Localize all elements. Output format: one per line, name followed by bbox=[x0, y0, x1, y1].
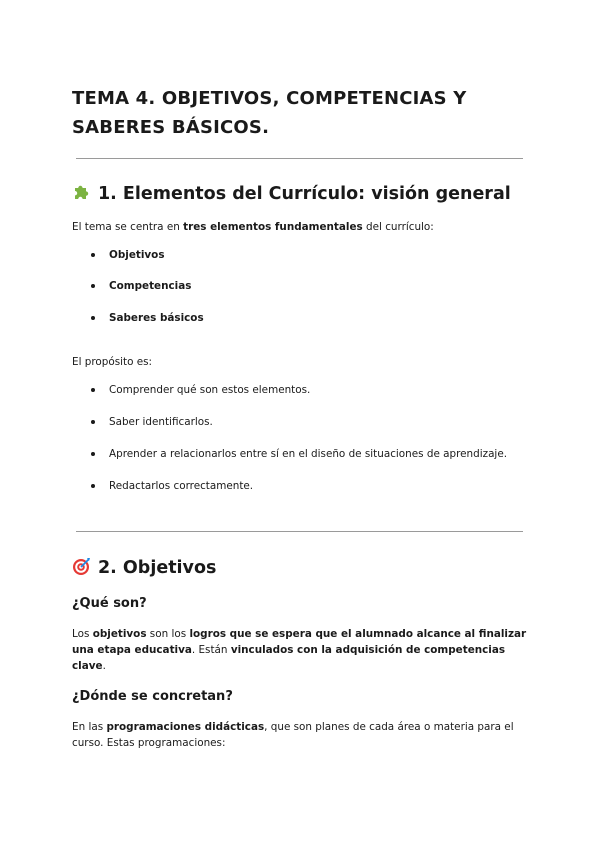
section-1-heading bbox=[72, 182, 511, 206]
bold-text: objetivos bbox=[92, 628, 147, 640]
target-icon bbox=[72, 556, 92, 576]
bullet bbox=[91, 253, 95, 257]
objetivos-definition bbox=[72, 626, 528, 674]
bullet bbox=[91, 388, 95, 392]
bullet bbox=[91, 284, 95, 288]
text: . bbox=[102, 660, 106, 672]
list-item bbox=[109, 310, 204, 326]
element-objetivos: Objetivos bbox=[109, 249, 165, 261]
element-saberes: Saberes básicos bbox=[109, 312, 204, 324]
intro-bold: tres elementos fundamentales bbox=[183, 221, 363, 233]
text: En las bbox=[72, 721, 107, 733]
text: Los bbox=[72, 628, 93, 640]
purpose-text: Comprender qué son estos elementos. bbox=[109, 384, 311, 396]
list-item bbox=[109, 247, 165, 263]
list-item bbox=[109, 382, 310, 398]
bullet bbox=[91, 484, 95, 488]
intro-text-1: El tema se centra en bbox=[72, 221, 184, 233]
section-2-heading bbox=[72, 556, 216, 580]
list-item bbox=[109, 446, 507, 462]
divider bbox=[76, 531, 523, 532]
puzzle-icon bbox=[72, 182, 92, 202]
bold-text: logros que se espera que el alumnado alcance al finalizar una etapa educativa bbox=[72, 628, 527, 656]
divider bbox=[76, 158, 523, 159]
programaciones-paragraph bbox=[72, 719, 528, 751]
page-title: TEMA 4. OBJETIVOS, COMPETENCIAS Y SABERES BÁSICOS. bbox=[72, 88, 467, 138]
question-donde: ¿Dónde se concretan? bbox=[72, 689, 233, 704]
bullet bbox=[91, 420, 95, 424]
bold-text: programaciones didácticas bbox=[106, 721, 265, 733]
section-1-intro bbox=[72, 219, 528, 235]
bold-text: vinculados con la adquisición de competencias clave bbox=[72, 644, 506, 672]
list-item bbox=[109, 278, 191, 294]
section-2-heading-text: 2. Objetivos bbox=[98, 558, 217, 578]
bullet bbox=[91, 316, 95, 320]
question-que-son: ¿Qué son? bbox=[72, 596, 147, 611]
element-competencias: Competencias bbox=[109, 280, 192, 292]
purpose-text: Aprender a relacionarlos entre sí en el diseño de situaciones de aprendizaje. bbox=[109, 448, 508, 460]
text: son los bbox=[146, 628, 190, 640]
intro-text-2: del currículo: bbox=[362, 221, 434, 233]
purpose-text: Redactarlos correctamente. bbox=[109, 480, 254, 492]
text: , que son planes de cada área o materia para el curso. Estas programaciones: bbox=[72, 721, 514, 749]
bullet bbox=[91, 452, 95, 456]
section-1-heading-text: 1. Elementos del Currículo: visión general bbox=[98, 184, 511, 204]
text: . Están bbox=[191, 644, 231, 656]
purpose-text: Saber identificarlos. bbox=[109, 416, 213, 428]
list-item bbox=[109, 478, 253, 494]
list-item bbox=[109, 414, 213, 430]
purpose-label: El propósito es: bbox=[72, 356, 153, 368]
